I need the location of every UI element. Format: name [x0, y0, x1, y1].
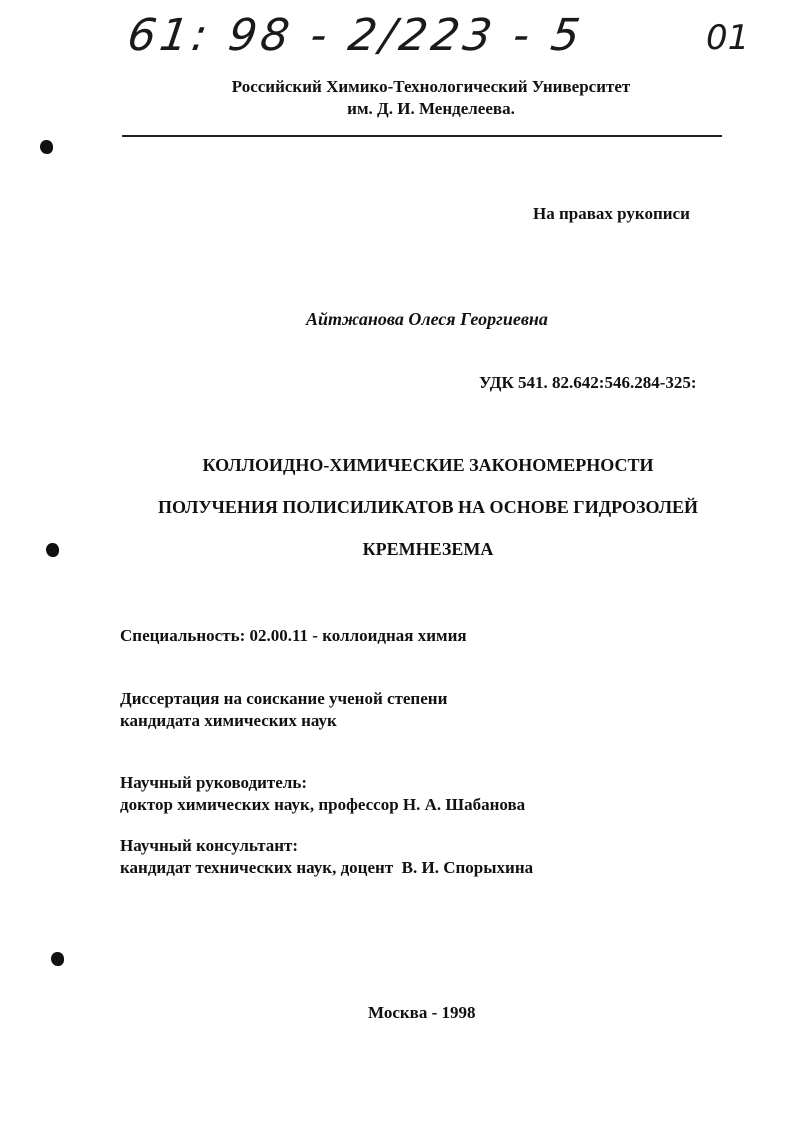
- dissertation-title-line-3: КРЕМНЕЗЕМА: [362, 539, 494, 559]
- supervisor-block: [120, 772, 525, 816]
- binding-hole-mark-top: [40, 140, 53, 154]
- author-name: Айтжанова Олеся Георгиевна: [306, 309, 548, 329]
- header-divider: [122, 135, 722, 137]
- degree-statement: [120, 688, 447, 732]
- dissertation-title-line-2: ПОЛУЧЕНИЯ ПОЛИСИЛИКАТОВ НА ОСНОВЕ ГИДРОЗОЛЕЙ: [157, 497, 699, 517]
- binding-hole-mark-bottom: [51, 952, 64, 966]
- degree-line-1: Диссертация на соискание ученой степени: [120, 689, 448, 708]
- university-name: Российский Химико-Технологический Университет: [231, 77, 631, 96]
- handwritten-corner-mark: 01: [706, 18, 750, 58]
- consultant-label: Научный консультант:: [120, 836, 299, 855]
- handwritten-archive-code: 61: 98 - 2/223 - 5: [124, 10, 587, 61]
- specialty: Специальность: 02.00.11 - коллоидная химия: [120, 626, 467, 645]
- dissertation-title-line-1: КОЛЛОИДНО-ХИМИЧЕСКИЕ ЗАКОНОМЕРНОСТИ: [202, 455, 654, 475]
- city-year: Москва - 1998: [368, 1003, 476, 1022]
- consultant-block: [120, 835, 533, 879]
- udc-code: УДК 541. 82.642:546.284-325:: [479, 373, 697, 392]
- supervisor-label: Научный руководитель:: [120, 773, 307, 792]
- manuscript-rights-note: На правах рукописи: [533, 204, 690, 223]
- supervisor-name: доктор химических наук, профессор Н. А. Шабанова: [120, 795, 526, 814]
- consultant-name: кандидат технических наук, доцент В. И. Спорыхина: [120, 858, 534, 877]
- university-namesake: им. Д. И. Менделеева.: [347, 99, 515, 118]
- degree-line-2: кандидата химических наук: [120, 711, 337, 730]
- university-header: [0, 76, 794, 120]
